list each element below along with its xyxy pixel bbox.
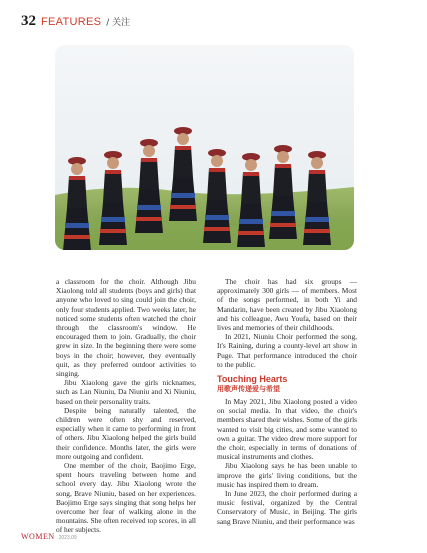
paragraph: One member of the choir, Baojimo Erge, spent hours traveling between home and school every day. Jibu Xiaolong wrote the song, Brave Niuniu, based on her experiences. Baojimo Erge says singing that song helps her overcome her fear of walking alone in the mountains. She often received top scores, in all of her subjects.: [56, 461, 196, 535]
paragraph: The choir has had six groups — approximately 300 girls — of members. Most of the songs performed, in both Yi and Mandarin, have been created by Jibu Xiaolong and his colleague, Awu Youfa, based on their lives and memories of their childhoods.: [217, 277, 357, 333]
page-header: [21, 13, 130, 30]
choir-photo: [55, 45, 354, 250]
issue-date: 2023.09: [58, 535, 77, 541]
page-footer: [21, 532, 77, 541]
group-photo-icon: [55, 45, 354, 250]
subheading: Touching Hearts: [217, 374, 288, 385]
subheading-zh: 用歌声传递爱与希望: [217, 385, 280, 394]
paragraph: a classroom for the choir. Although Jibu Xiaolong told all students (boys and girls) that anyone who loved to sing could join the choir, only four students applied. Two weeks later, he noticed some students often watched the choir through the classroom's window. He encouraged them to join. Gradually, the choir grew in size. In the beginning there were some boys in the choir; however, they eventually quit, as they preferred outdoor activities to singing.: [56, 277, 196, 379]
left-column: [56, 277, 196, 535]
paragraph: Jibu Xiaolong says he has been unable to improve the girls' living conditions, but the music has inspired them to dream.: [217, 461, 357, 489]
paragraph: Despite being naturally talented, the children were often shy and reserved, especially when it came to performing in front of others. Jibu Xiaolong helped the girls build their confidence. Months later, the girls were more outgoing and confident.: [56, 405, 196, 461]
paragraph: In June 2023, the choir performed during a music festival, organized by the Central Conservatory of Music, in Beijing. The girls sang Brave Niuniu, and their performance was: [217, 489, 357, 526]
paragraph: In 2021, Niuniu Choir performed the song, It's Raining, during a county-level art show in Puge. That performance introduced the choir to the public.: [217, 332, 357, 369]
section-label-zh: / 关注: [106, 18, 131, 28]
section-label: FEATURES: [41, 16, 102, 28]
page-number: 32: [21, 13, 36, 29]
paragraph: In May 2021, Jibu Xiaolong posted a video on social media. In that video, the choir's members shared their wishes. Some of the girls wanted to visit big cities, and some wanted to own a guitar. The video drew more support for the choir, especially in terms of donations of musical instruments and clothes.: [217, 397, 357, 462]
paragraph: Jibu Xiaolong gave the girls nicknames, such as Lan Niuniu, Da Niuniu and Xi Niuniu, based on their personality traits.: [56, 378, 196, 406]
right-column: [217, 277, 357, 526]
magazine-logo: WOMEN: [21, 532, 55, 541]
